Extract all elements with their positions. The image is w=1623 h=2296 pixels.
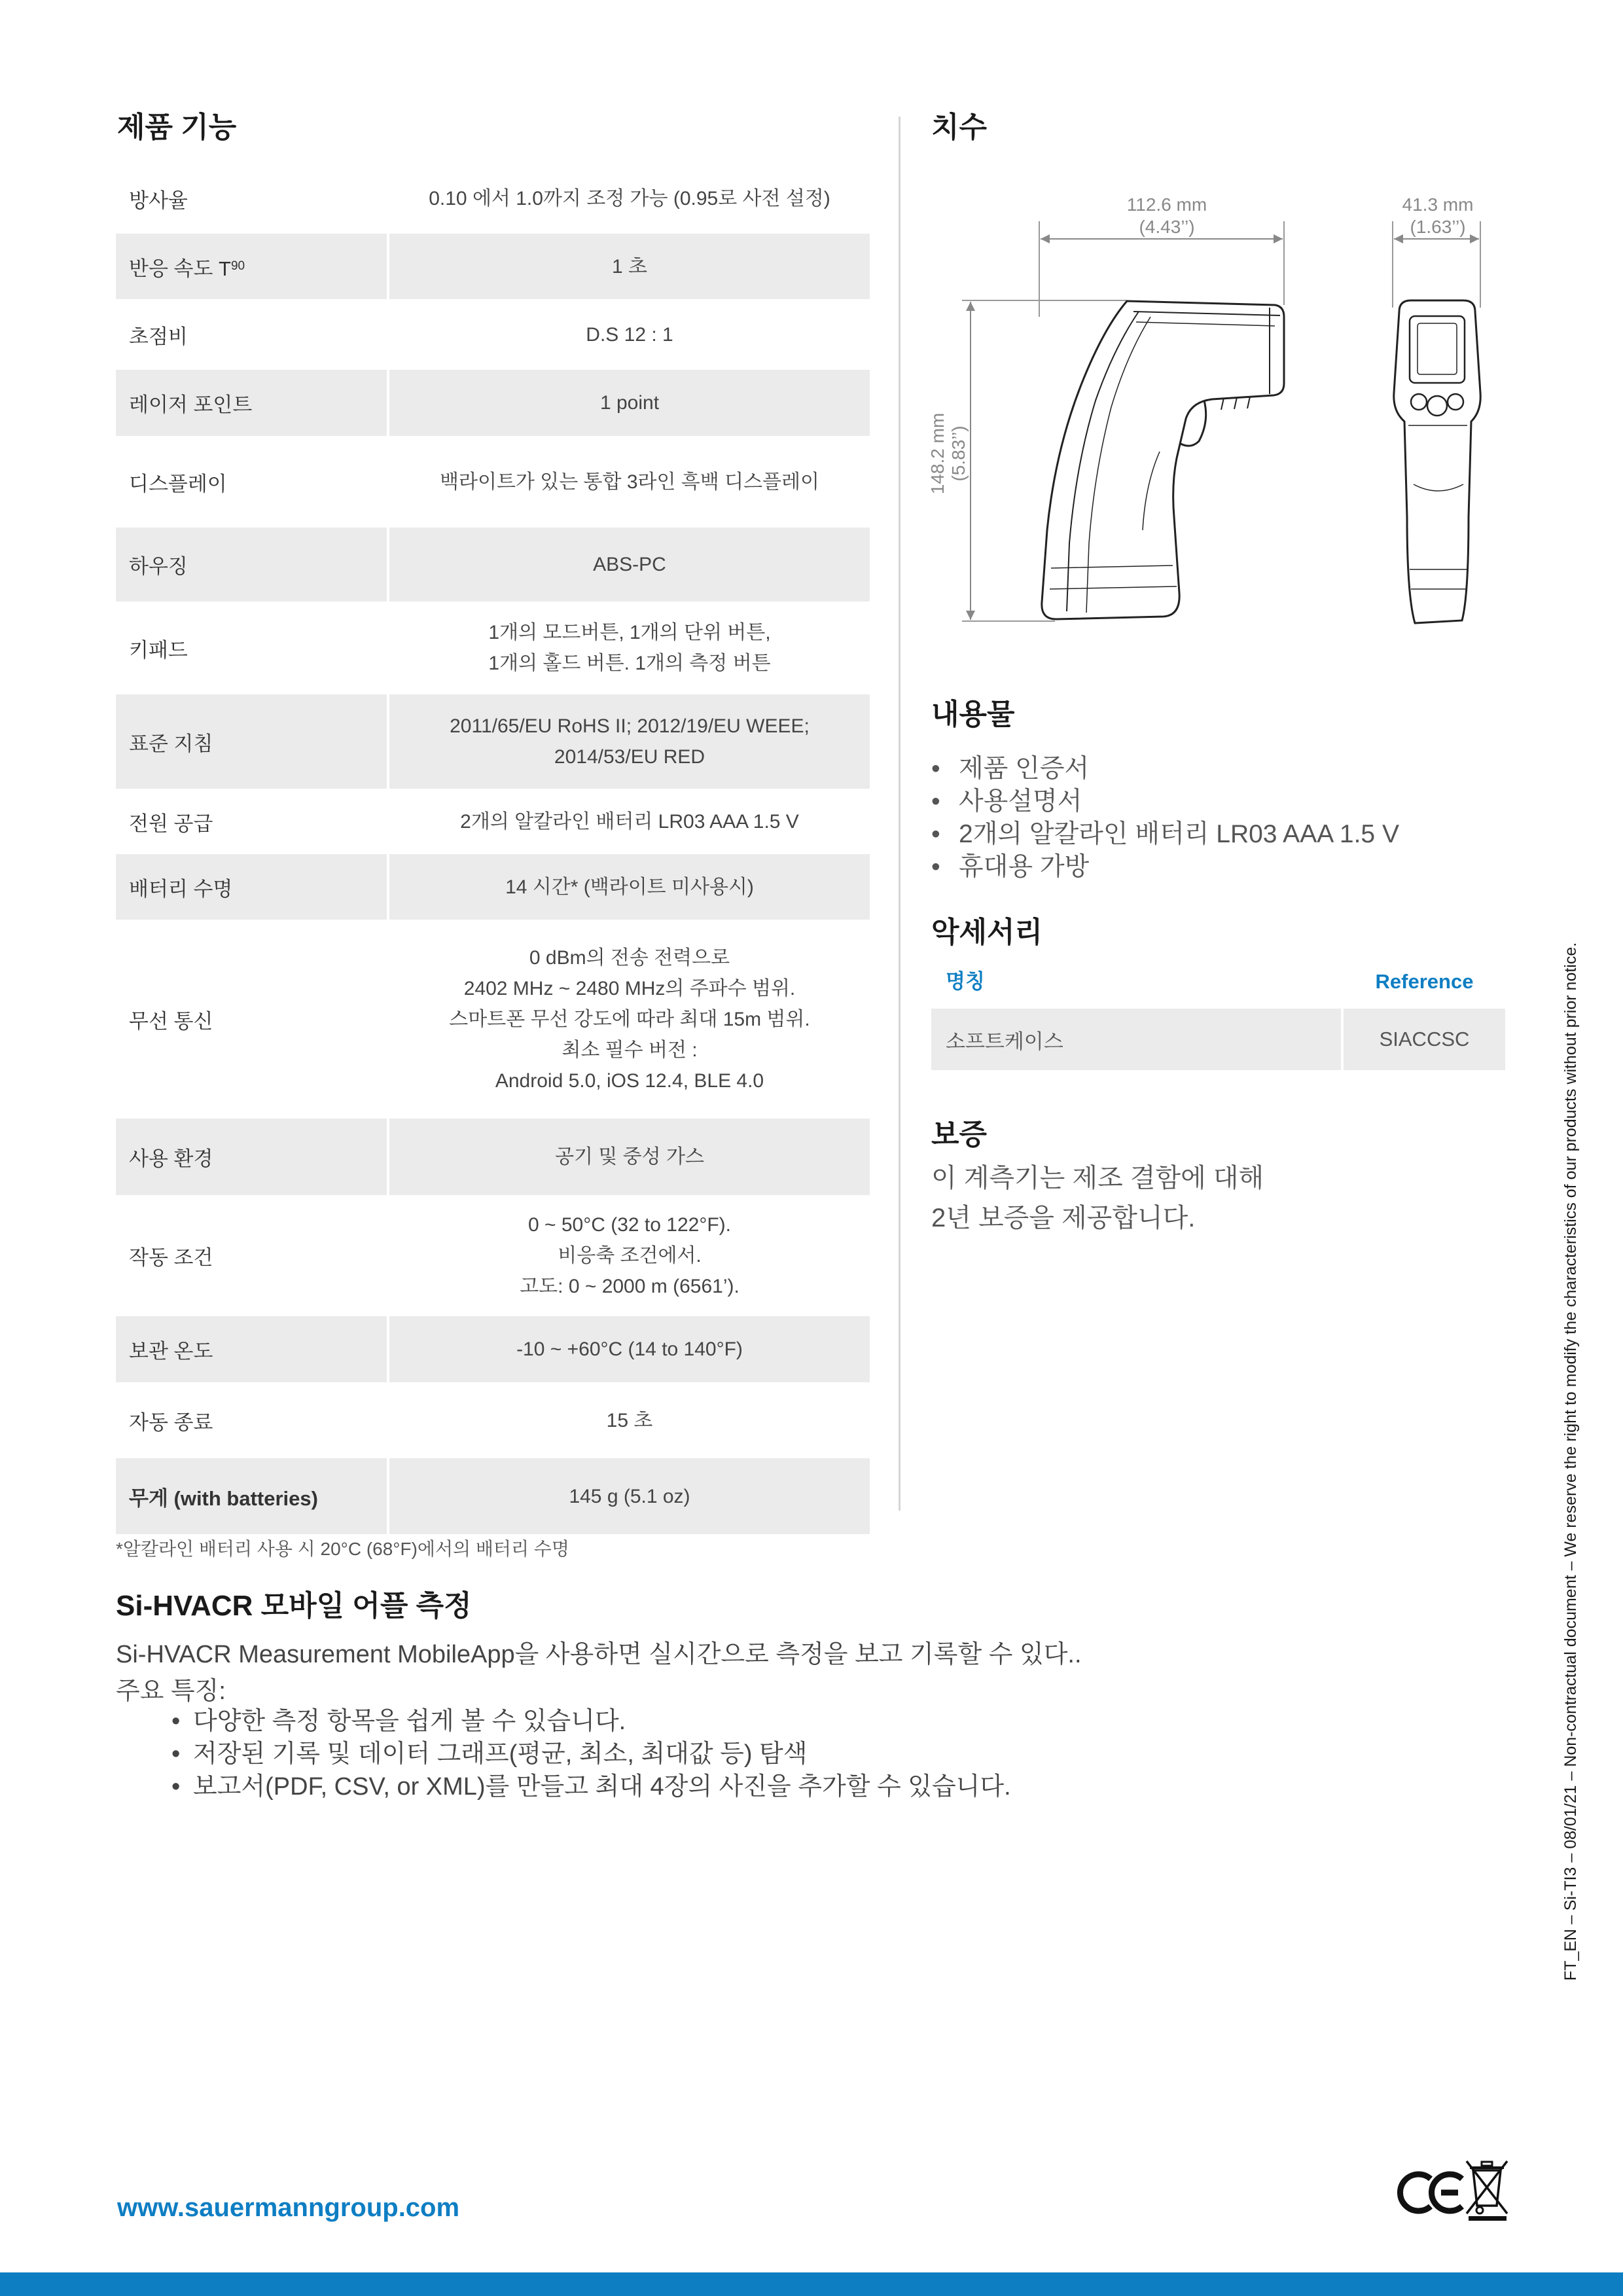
spec-value-line: 공기 및 중성 가스 xyxy=(555,1146,704,1168)
spec-value xyxy=(389,791,870,852)
list-item xyxy=(171,1770,1011,1803)
spec-label: 디스플레이 xyxy=(129,472,227,495)
spec-label: 하우징 xyxy=(116,528,387,601)
warranty-line: 2년 보증을 제공합니다. xyxy=(931,1204,1196,1232)
device-side-view xyxy=(1042,301,1284,619)
spec-value-line: 145 g (5.1 oz) xyxy=(569,1485,690,1507)
bullet-icon: • xyxy=(931,787,940,816)
list-item xyxy=(931,818,1399,851)
spec-row-distance-to-spot xyxy=(116,302,870,367)
legal-side-note: FT_EN – Si-TI3 – 08/01/21 – Non-contractual document – We reserve the right to modify the characteristics of our products without prior notice. xyxy=(1561,942,1580,1981)
contents-title: 내용물 xyxy=(931,698,1015,730)
spec-table xyxy=(116,166,870,1534)
spec-value-line: -10 ~ +60°C (14 to 140°F) xyxy=(516,1338,743,1360)
spec-value xyxy=(389,166,870,231)
spec-label: 레이저 포인트 xyxy=(116,370,387,436)
width-label-mm: 41.3 mm xyxy=(1402,194,1474,215)
bullet-icon: • xyxy=(171,1773,181,1801)
spec-value xyxy=(389,1458,870,1534)
bullet-icon: • xyxy=(931,853,940,881)
spec-label: 키패드 xyxy=(129,638,188,662)
bullet-icon: • xyxy=(931,755,940,783)
height-label-mm: 148.2 mm xyxy=(927,412,948,495)
spec-row-housing xyxy=(116,528,870,601)
battery-footnote: *알칼라인 배터리 사용 시 20°C (68°F)에서의 배터리 수명 xyxy=(116,1539,569,1559)
spec-value xyxy=(389,439,870,525)
bullet-icon: • xyxy=(171,1740,181,1768)
spec-label: 무선 통신 xyxy=(129,1009,213,1033)
bullet-icon: • xyxy=(931,820,940,848)
spec-row-keypad xyxy=(116,604,870,692)
list-item xyxy=(931,753,1399,785)
spec-value-line: 2011/65/EU RoHS II; 2012/19/EU WEEE; xyxy=(450,715,810,737)
spec-value xyxy=(389,528,870,601)
bullet-icon: • xyxy=(171,1708,181,1735)
warranty-line: 이 계측기는 제조 결함에 대해 xyxy=(931,1164,1264,1193)
spec-label: 보관 온도 xyxy=(116,1316,387,1382)
list-item xyxy=(171,1705,1011,1738)
spec-label: 자동 종료 xyxy=(129,1410,213,1434)
dimensions-title: 치수 xyxy=(931,111,988,143)
spec-value-line: ABS-PC xyxy=(593,554,666,575)
accessory-reference: SIACCSC xyxy=(1344,1009,1505,1070)
ce-mark-icon xyxy=(1400,2174,1462,2211)
spec-row-standards xyxy=(116,694,870,789)
list-item xyxy=(931,851,1399,884)
list-item-text: 2개의 알칼라인 배터리 LR03 AAA 1.5 V xyxy=(959,820,1399,848)
footer-accent-bar xyxy=(0,2272,1623,2296)
list-item-text: 저장된 기록 및 데이터 그래프(평균, 최소, 최대값 등) 탐색 xyxy=(193,1740,808,1768)
spec-row-laser xyxy=(116,370,870,436)
spec-row-battery-life xyxy=(116,854,870,920)
list-item-text: 제품 인증서 xyxy=(959,755,1090,783)
spec-value-line: 고도: 0 ~ 2000 m (6561’). xyxy=(520,1276,740,1297)
spec-value xyxy=(389,302,870,367)
extension-lines xyxy=(962,221,1480,621)
spec-value-line: 1개의 모드버튼, 1개의 단위 버튼, xyxy=(488,622,771,643)
website-link[interactable]: www.sauermanngroup.com xyxy=(117,2193,460,2222)
spec-row-weight xyxy=(116,1458,870,1534)
spec-value xyxy=(389,604,870,692)
spec-label: 표준 지침 xyxy=(116,694,387,789)
accessories-title: 악세서리 xyxy=(931,916,1043,948)
spec-row-power-supply xyxy=(116,791,870,852)
spec-value xyxy=(389,694,870,789)
list-item xyxy=(931,785,1399,818)
certification-logos xyxy=(1393,2159,1512,2224)
dimension-drawing xyxy=(916,177,1518,635)
spec-value xyxy=(389,234,870,299)
spec-label: 초점비 xyxy=(129,325,188,348)
spec-row-emissivity xyxy=(116,166,870,231)
column-divider xyxy=(899,117,901,1511)
spec-label-text: 반응 속도 T xyxy=(129,257,231,280)
spec-value xyxy=(389,922,870,1116)
spec-label: 사용 환경 xyxy=(116,1119,387,1195)
spec-value-line: 2014/53/EU RED xyxy=(554,746,705,768)
accessories-row xyxy=(931,1009,1505,1070)
spec-value-line: 백라이트가 있는 통합 3라인 흑백 디스플레이 xyxy=(440,471,819,493)
length-label-mm: 112.6 mm xyxy=(1126,194,1207,215)
spec-label: 작동 조건 xyxy=(129,1246,213,1269)
spec-row-wireless xyxy=(116,922,870,1116)
list-item xyxy=(171,1738,1011,1770)
list-item-text: 사용설명서 xyxy=(959,787,1082,816)
spec-value xyxy=(389,1385,870,1456)
contents-list xyxy=(931,753,1399,884)
weee-bin-icon xyxy=(1467,2161,1507,2221)
spec-value-line: 2402 MHz ~ 2480 MHz의 주파수 범위. xyxy=(463,977,796,999)
spec-value-line: 0.10 에서 1.0까지 조정 가능 (0.95로 사전 설정) xyxy=(429,187,830,209)
spec-value-line: 최소 필수 버전 : xyxy=(562,1039,698,1061)
spec-label: 전원 공급 xyxy=(129,812,213,835)
spec-value xyxy=(389,1119,870,1195)
spec-row-operating-conditions xyxy=(116,1198,870,1314)
accessories-header-name: 명칭 xyxy=(946,970,985,993)
spec-row-auto-off xyxy=(116,1385,870,1456)
spec-value-line: 비응축 조건에서. xyxy=(558,1245,702,1266)
spec-value-line: 1 초 xyxy=(612,255,647,278)
spec-label: 무게 (with batteries) xyxy=(116,1458,387,1534)
spec-value-line: 14 시간* (백라이트 미사용시) xyxy=(505,876,754,898)
list-item-text: 다양한 측정 항목을 쉽게 볼 수 있습니다. xyxy=(193,1708,626,1735)
spec-row-response-time xyxy=(116,234,870,299)
length-label-in: (4.43’’) xyxy=(1139,217,1195,237)
spec-value-line: 0 ~ 50°C (32 to 122°F). xyxy=(528,1214,731,1236)
app-features-label: 주요 특징: xyxy=(116,1677,226,1705)
spec-label: 배터리 수명 xyxy=(116,854,387,920)
spec-label: 방사율 xyxy=(129,188,188,212)
app-intro: Si-HVACR Measurement MobileApp을 사용하면 실시간으로 측정을 보고 기록할 수 있다.. xyxy=(116,1641,1082,1668)
spec-value-line: 2개의 알칼라인 배터리 LR03 AAA 1.5 V xyxy=(460,810,799,833)
height-label-in: (5.83’’) xyxy=(948,425,969,482)
spec-label-subscript: 90 xyxy=(230,259,245,273)
warranty-text xyxy=(931,1158,1264,1238)
device-front-view xyxy=(1394,300,1480,623)
app-feature-list xyxy=(171,1705,1011,1803)
spec-value-line: 15 초 xyxy=(606,1409,653,1431)
spec-value-line: 스마트폰 무선 강도에 따라 최대 15m 범위. xyxy=(449,1008,810,1030)
accessories-header-reference: Reference xyxy=(1375,970,1474,993)
spec-row-environment xyxy=(116,1119,870,1195)
spec-value xyxy=(389,370,870,436)
spec-value-line: 1 point xyxy=(599,392,660,414)
spec-value xyxy=(389,1316,870,1382)
warranty-title: 보증 xyxy=(931,1119,988,1151)
width-label-in: (1.63’’) xyxy=(1410,217,1466,237)
app-title: Si-HVACR 모바일 어플 측정 xyxy=(116,1590,472,1622)
spec-row-storage-temperature xyxy=(116,1316,870,1382)
accessory-name: 소프트케이스 xyxy=(931,1009,1341,1070)
spec-value-line: Android 5.0, iOS 12.4, BLE 4.0 xyxy=(495,1069,764,1092)
features-title: 제품 기능 xyxy=(117,111,237,143)
list-item-text: 휴대용 가방 xyxy=(959,853,1090,881)
spec-value-line: 1개의 홀드 버튼. 1개의 측정 버튼 xyxy=(488,653,771,674)
spec-label xyxy=(116,234,387,299)
list-item-text: 보고서(PDF, CSV, or XML)를 만들고 최대 4장의 사진을 추가할 수 있습니다. xyxy=(193,1773,1011,1801)
spec-value-line: 0 dBm의 전송 전력으로 xyxy=(529,946,730,969)
spec-value-line: D.S 12 : 1 xyxy=(586,323,673,346)
spec-row-display xyxy=(116,439,870,525)
spec-value xyxy=(389,1198,870,1314)
spec-value xyxy=(389,854,870,920)
